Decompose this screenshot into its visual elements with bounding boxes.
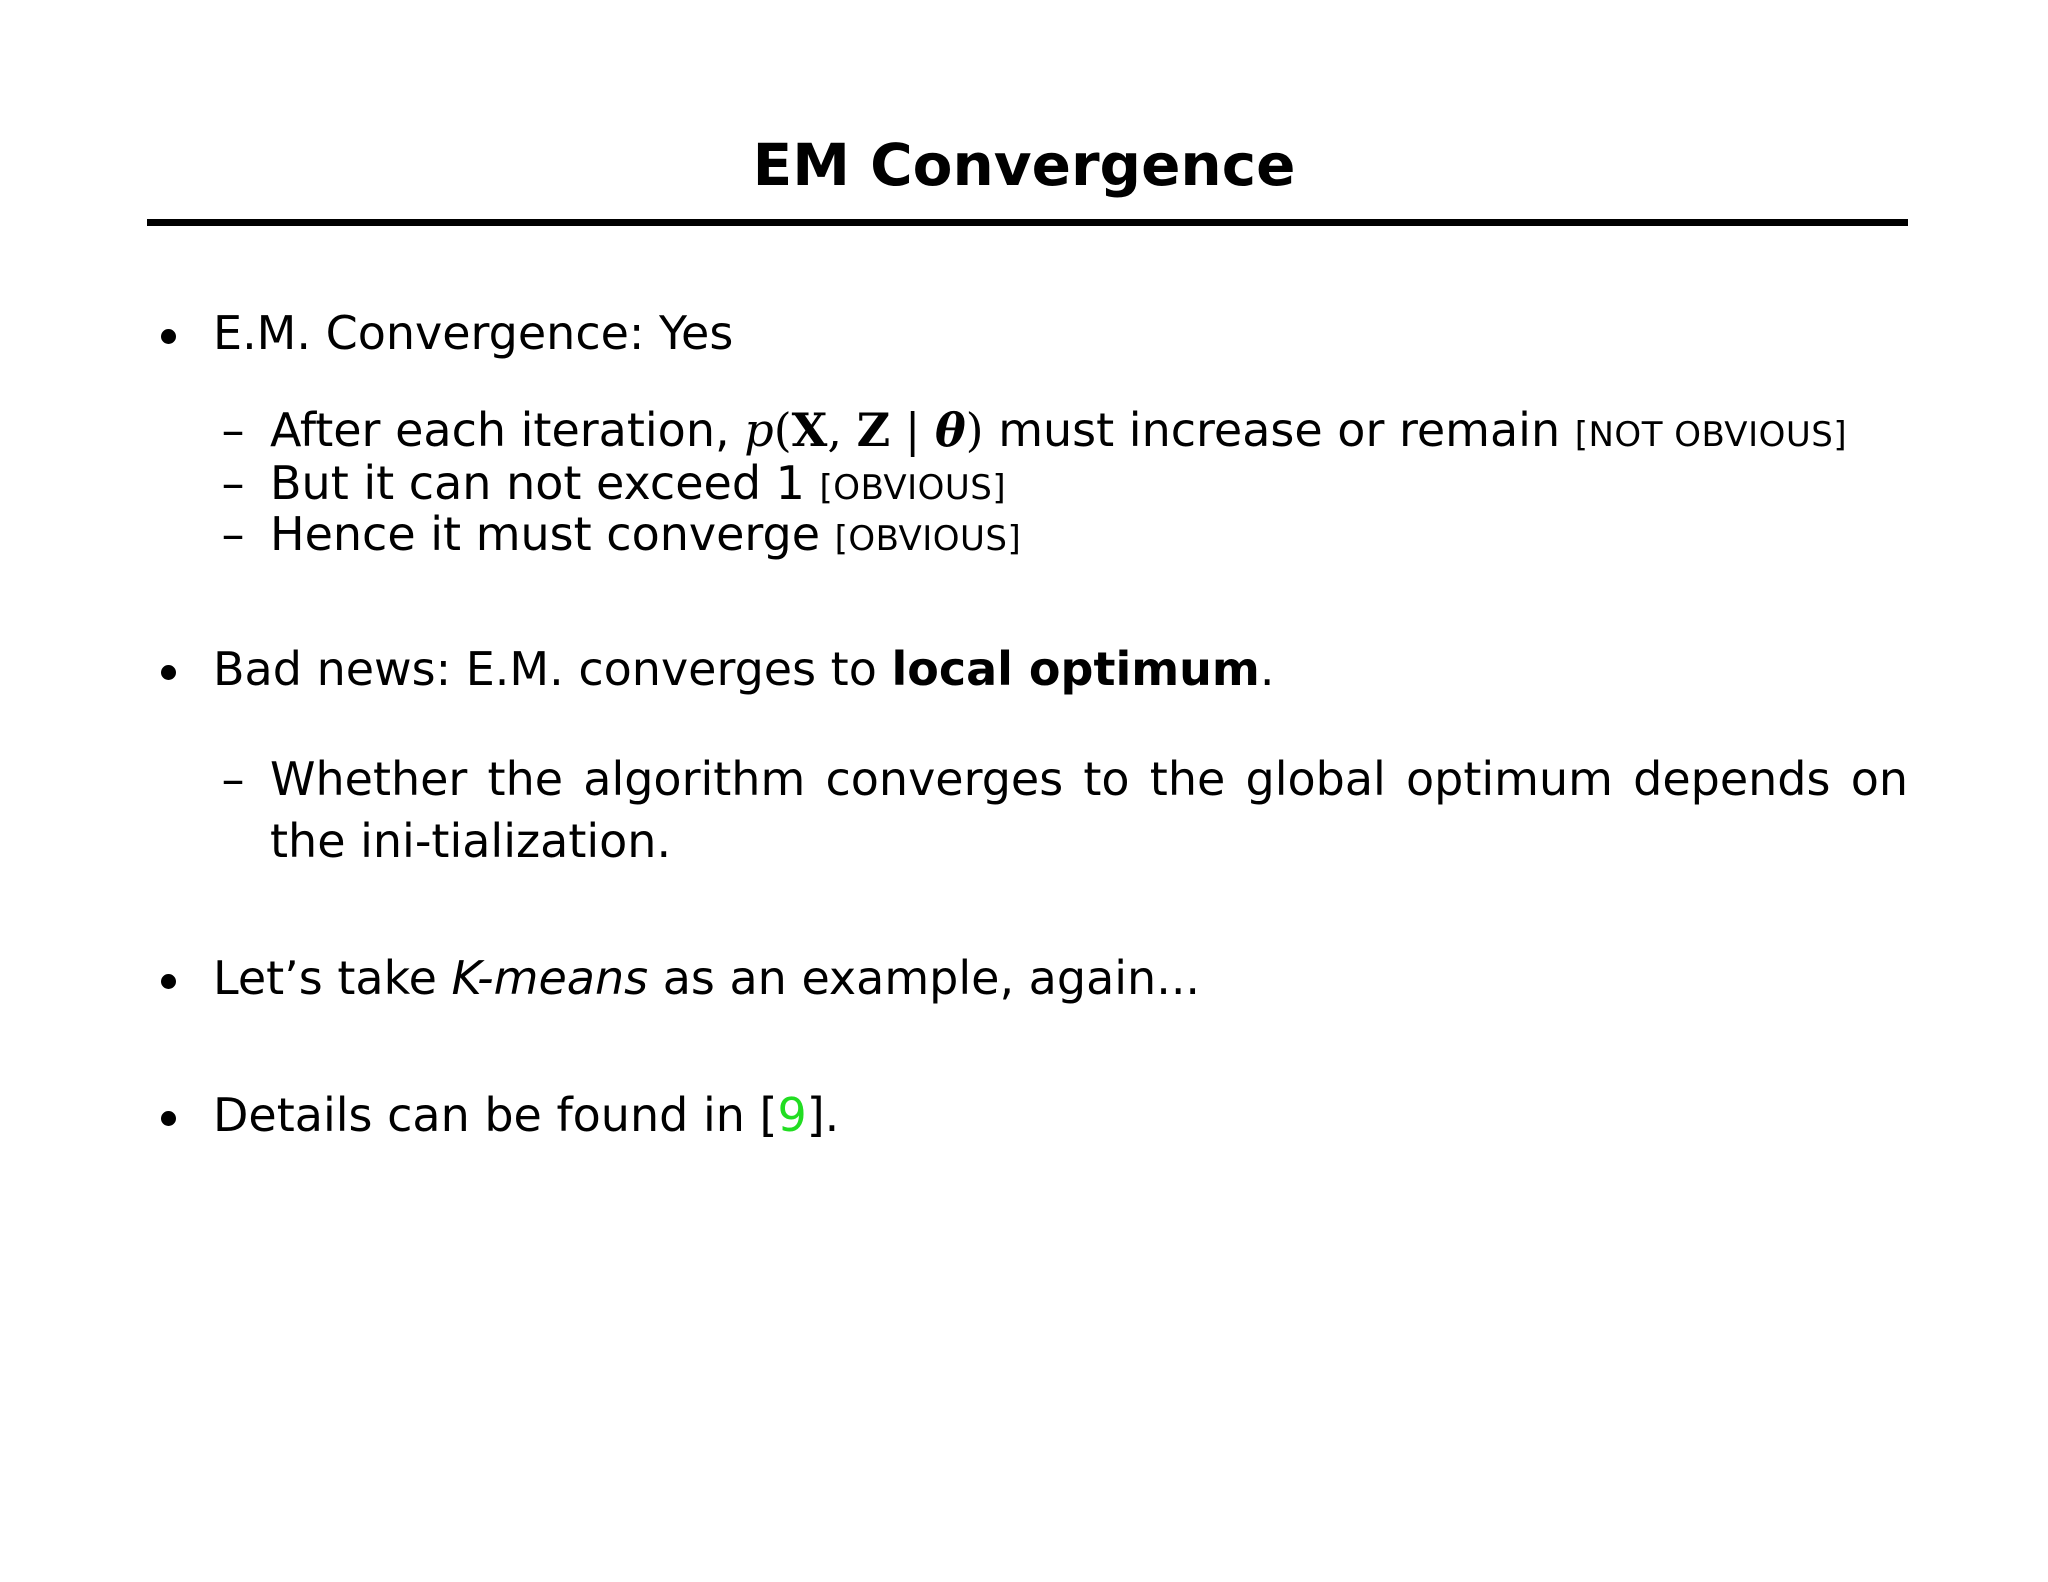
bullet-dot <box>161 665 176 680</box>
bullet-dot <box>161 1111 176 1126</box>
sub-item-text <box>270 457 1006 514</box>
formula-open-paren: ( <box>773 403 792 457</box>
bullet-dot <box>161 329 176 344</box>
status-tag: [NOT OBVIOUS] <box>1574 415 1848 455</box>
formula-close-paren: ) <box>965 403 984 457</box>
sub-item-text <box>270 404 1847 461</box>
bullet-text-suffix: as an example, again... <box>662 951 1201 1005</box>
status-tag: [OBVIOUS] <box>819 468 1007 508</box>
sub-item-text-main: But it can not exceed 1 <box>270 456 805 510</box>
title-divider <box>147 219 1908 226</box>
slide-title: EM Convergence <box>752 131 1296 199</box>
bullet-text <box>213 641 1274 697</box>
sub-item-text-after: must increase or remain <box>998 403 1561 457</box>
formula-z: Z <box>856 403 891 457</box>
formula-x: X <box>791 403 828 457</box>
sub-item-text-main: Hence it must converge <box>270 507 821 561</box>
formula-theta: θ <box>934 403 966 457</box>
bullet-text-suffix: . <box>1259 642 1275 696</box>
bullet-text <box>213 1087 839 1143</box>
dash-marker: – <box>221 403 245 457</box>
bullet-text-prefix: Details can be found in [ <box>213 1088 778 1142</box>
formula-p: p <box>744 403 774 457</box>
bullet-label: E.M. Convergence: Yes <box>213 306 734 360</box>
bullet-dot <box>161 974 176 989</box>
dash-marker: – <box>221 752 245 806</box>
sub-item-text-before: After each iteration, <box>270 403 730 457</box>
emphasis-kmeans: K-means <box>451 951 649 1005</box>
sub-item-text <box>270 508 1021 565</box>
dash-marker: – <box>221 507 245 561</box>
citation-link[interactable]: 9 <box>777 1088 807 1142</box>
formula-bar: | <box>904 403 921 457</box>
sub-item-initialization: Whether the algorithm converges to the global optimum depends on the ini-tialization. <box>270 752 1908 868</box>
emphasis-local-optimum: local optimum <box>891 642 1260 696</box>
bullet-text-prefix: Bad news: E.M. converges to <box>213 642 877 696</box>
likelihood-formula <box>744 403 983 457</box>
bullet-text <box>213 950 1200 1006</box>
bullet-text-prefix: Let’s take <box>213 951 437 1005</box>
dash-marker: – <box>221 456 245 510</box>
bullet-text-suffix: ]. <box>806 1088 840 1142</box>
status-tag: [OBVIOUS] <box>834 519 1022 559</box>
formula-comma: , <box>827 403 842 457</box>
